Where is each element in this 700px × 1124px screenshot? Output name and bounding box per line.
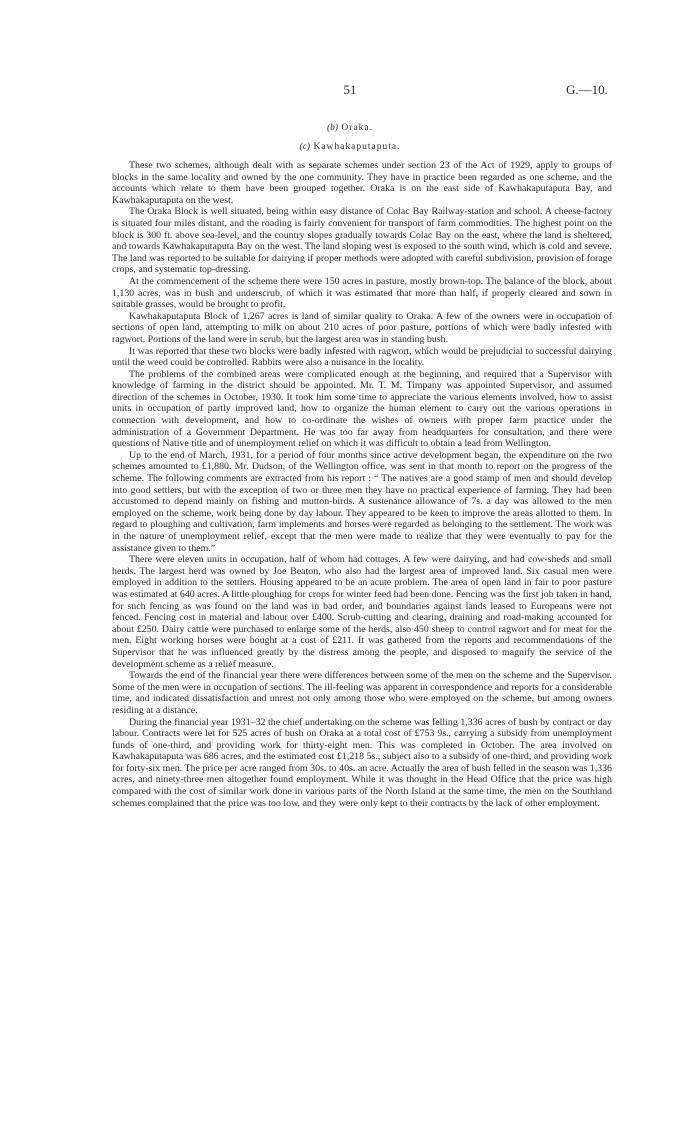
section-heading-prefix: (b) [326, 123, 339, 133]
paragraph: Up to the end of March, 1931, for a period of four months since active development began, the expenditure on the two schemes amounted to £1,880. Mr. Dudson, of the Wellington office, was sent in that month to report on the progress of the scheme. The following comments are extracted from his report : “ The natives are a good stamp of men and should develop into good settlers, but with the exception of two or three men they have no practical experience of farming. They had been accustomed to depend mainly on fishing and mutton-birds. A sustenance allowance of 7s. a day was allowed to the men employed on the scheme, work being done by day labour. They appeared to be keen to improve the areas allotted to them. In regard to ploughing and cultivation, farm implements and horses were regarded as belonging to the settlement. The work was in the nature of unemployment relief, except that the men were made to realize that they were eventually to pay for the assistance given to them.” [112, 449, 612, 554]
section-heading-oraka [0, 123, 700, 133]
paragraph: Kawhakaputaputa Block of 1,267 acres is land of similar quality to Oraka. A few of the owners were in occupation of sections of open land, attempting to milk on about 210 acres of poor pasture, portions of which were badly infested with ragwort. Portions of the land were in scrub, but the largest area was in standing bush. [112, 310, 612, 345]
section-heading-kawhakaputaputa [0, 142, 700, 152]
document-reference: G.—10. [566, 82, 608, 97]
section-heading-prefix: (c) [299, 142, 311, 152]
page-number: 51 [343, 82, 357, 97]
paragraph: The Oraka Block is well situated, being within easy distance of Colac Bay Railway-station and school. A cheese-factory is situated four miles distant, and the roading is fairly convenient for transport of farm commodities. The highest point on the block is 300 ft. above sea-level, and the country slopes gradually towards Colac Bay on the east, where the land is sheltered, and towards Kawhakaputaputa Bay on the west. The land sloping west is exposed to the south wind, which is cold and severe. The land was reported to be suitable for dairying if proper methods were adopted with careful subdivision, provision of forage crops, and systematic top-dressing. [112, 206, 612, 276]
paragraph: Towards the end of the financial year there were differences between some of the men on the scheme and the Supervisor. Some of the men were in occupation of sections. The ill-feeling was apparent in correspondence and reports for a considerable time, and indicated dissatisfaction and unrest not only among those who were employed on the scheme, but among owners residing at a distance. [112, 670, 612, 716]
paragraph: There were eleven units in occupation, half of whom had cottages. A few were dairying, and had cow-sheds and small herds. The largest herd was owned by Joe Beaton, who also had the largest area of improved land. Six casual men were employed in addition to the settlers. Housing appeared to be an acute problem. The area of open land in fair to poor pasture was estimated at 640 acres. A little ploughing for crops for winter feed had been done. Fencing was the first job taken in hand, for such fencing as was found on the land was in bad order, and boundaries against lands leased to Europeans were not fenced. Fencing cost in material and labour over £400. Scrub-cutting and clearing, draining and road-making accounted for about £250. Dairy cattle were purchased to enlarge some of the herds, also 450 sheep to control ragwort and for meat for the men. Eight working horses were bought at a cost of £211. It was gathered from the reports and recommendations of the Supervisor that he was influenced greatly by the distress among the people, and disposed to magnify the service of the development scheme as a relief measure. [112, 554, 612, 670]
paragraph: At the commencement of the scheme there were 150 acres in pasture, mostly brown-top. The balance of the block, about 1,130 acres, was in bush and underscrub, of which it was estimated that more than half, if properly cleared and sown in suitable grasses, would be brought to profit. [112, 275, 612, 311]
paragraph: The problems of the combined areas were complicated enough at the beginning, and required that a Supervisor with knowledge of farming in the district should be appointed. Mr. T. M. Timpany was appointed Supervisor, and assumed direction of the schemes in October, 1930. It took him some time to appreciate the various elements involved, how to assist units in occupation of partly improved land, how to organize the human element to carry out the various operations in connection with development, and how to co-ordinate the wishes of owners with proper farm practice under the administration of a Government Department. He was too far away from headquarters for consultation, and there were questions of Native title and of unemployment relief on which it was difficult to obtain a lead from Wellington. [112, 368, 612, 450]
section-heading-title: Kawhakaputaputa. [313, 142, 401, 152]
paragraph: During the financial year 1931–32 the chief undertaking on the scheme was felling 1,336 acres of bush by contract or day labour. Contracts were let for 525 acres of bush on Oraka at a total cost of £753 9s., carrying a subsidy from unemployment funds of one-third, and providing work for thirty-eight men. This was completed in October. The area involved on Kawhakaputaputa was 686 acres, and the estimated cost £1,218 5s., subject also to a subsidy of one-third, and providing work for forty-six men. The price per acre ranged from 30s. to 40s. an acre. Actually the area of bush felled in the season was 1,336 acres, and ninety-three men altogether found employment. While it was thought in the Head Office that the price was high compared with the cost of similar work done in various parts of the North Island at the same time, the men on the Southland schemes complained that the price was too low, and they were only kept to their contracts by the lack of other employment. [112, 716, 612, 809]
body-text [112, 160, 612, 809]
paragraph: It was reported that these two blocks were badly infested with ragwort, which would be prejudicial to successful dairying until the weed could be controlled. Rabbits were also a nuisance in the locality. [112, 345, 612, 369]
section-heading-title: Oraka. [341, 123, 374, 133]
paragraph: These two schemes, although dealt with as separate schemes under section 23 of the Act of 1929, apply to groups of blocks in the same locality and owned by the one community. They have in practice been regarded as one scheme, and the accounts which relate to them have been grouped together. Oraka is on the east side of Kawhakaputaputa Bay, and Kawhakaputaputa on the west. [112, 160, 612, 206]
